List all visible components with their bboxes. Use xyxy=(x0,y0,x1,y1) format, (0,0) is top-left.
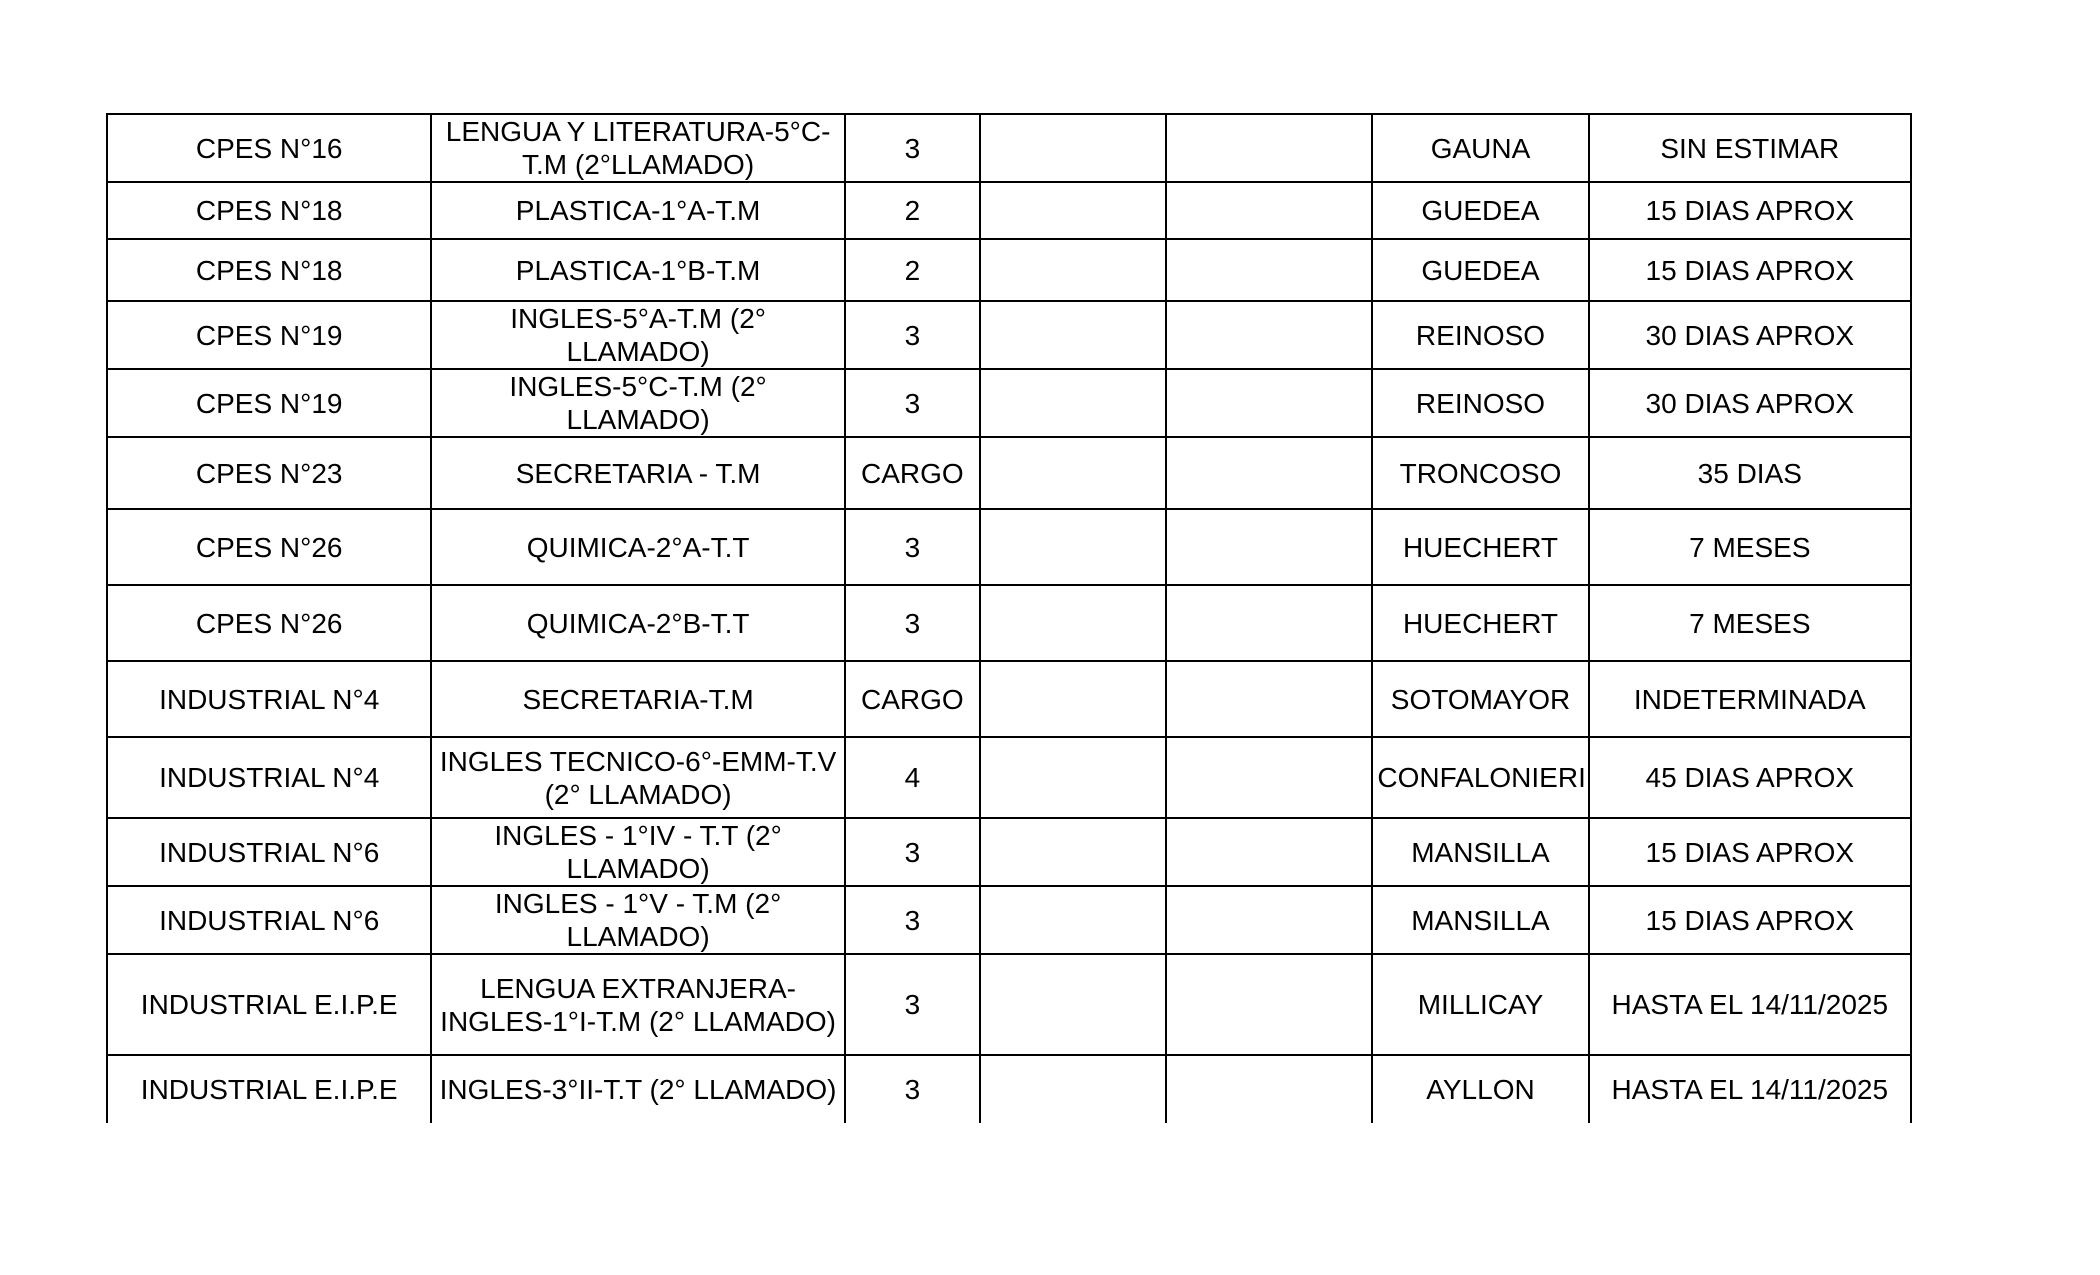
cell-empty xyxy=(980,301,1166,369)
cell-empty xyxy=(980,954,1166,1055)
cell-subject: PLASTICA-1°B-T.M xyxy=(431,239,844,301)
cell-subject: PLASTICA-1°A-T.M xyxy=(431,182,844,239)
cell-hours: 3 xyxy=(845,886,980,954)
cell-hours: 2 xyxy=(845,239,980,301)
cell-duration: 15 DIAS APROX xyxy=(1589,239,1911,301)
table-row xyxy=(107,437,1911,509)
cell-duration: 45 DIAS APROX xyxy=(1589,737,1911,818)
cell-empty xyxy=(980,509,1166,585)
cell-subject: INGLES-5°C-T.M (2° LLAMADO) xyxy=(431,369,844,437)
cell-school: INDUSTRIAL E.I.P.E xyxy=(107,954,431,1055)
table-row xyxy=(107,1055,1911,1123)
cell-empty xyxy=(1166,585,1372,661)
cell-hours: 3 xyxy=(845,114,980,182)
cell-hours: 4 xyxy=(845,737,980,818)
cell-duration: 35 DIAS xyxy=(1589,437,1911,509)
cell-duration: HASTA EL 14/11/2025 xyxy=(1589,954,1911,1055)
cell-school: CPES N°19 xyxy=(107,369,431,437)
cell-hours: 2 xyxy=(845,182,980,239)
cell-school: CPES N°26 xyxy=(107,585,431,661)
cell-empty xyxy=(1166,437,1372,509)
vacancies-table xyxy=(106,113,1912,1123)
cell-hours: 3 xyxy=(845,301,980,369)
cell-duration: HASTA EL 14/11/2025 xyxy=(1589,1055,1911,1123)
cell-empty xyxy=(980,886,1166,954)
cell-school: INDUSTRIAL N°6 xyxy=(107,818,431,886)
cell-teacher: REINOSO xyxy=(1372,369,1588,437)
cell-teacher: HUECHERT xyxy=(1372,585,1588,661)
cell-empty xyxy=(1166,661,1372,737)
cell-empty xyxy=(980,585,1166,661)
cell-hours: 3 xyxy=(845,1055,980,1123)
cell-empty xyxy=(980,114,1166,182)
cell-teacher: GUEDEA xyxy=(1372,239,1588,301)
cell-duration: 15 DIAS APROX xyxy=(1589,182,1911,239)
table-row xyxy=(107,737,1911,818)
cell-teacher: MILLICAY xyxy=(1372,954,1588,1055)
cell-empty xyxy=(1166,114,1372,182)
cell-teacher: HUECHERT xyxy=(1372,509,1588,585)
cell-subject: SECRETARIA - T.M xyxy=(431,437,844,509)
cell-teacher: GUEDEA xyxy=(1372,182,1588,239)
cell-duration: 7 MESES xyxy=(1589,585,1911,661)
cell-hours: 3 xyxy=(845,369,980,437)
cell-hours: 3 xyxy=(845,954,980,1055)
table-row xyxy=(107,954,1911,1055)
cell-hours: 3 xyxy=(845,818,980,886)
cell-subject: QUIMICA-2°B-T.T xyxy=(431,585,844,661)
cell-teacher: CONFALONIERI xyxy=(1372,737,1588,818)
table-row xyxy=(107,818,1911,886)
cell-school: INDUSTRIAL N°6 xyxy=(107,886,431,954)
cell-subject: LENGUA Y LITERATURA-5°C-T.M (2°LLAMADO) xyxy=(431,114,844,182)
table-row xyxy=(107,886,1911,954)
cell-school: INDUSTRIAL N°4 xyxy=(107,737,431,818)
cell-empty xyxy=(980,737,1166,818)
cell-teacher: SOTOMAYOR xyxy=(1372,661,1588,737)
cell-subject: QUIMICA-2°A-T.T xyxy=(431,509,844,585)
cell-hours: 3 xyxy=(845,509,980,585)
table-row xyxy=(107,369,1911,437)
table-row xyxy=(107,114,1911,182)
cell-school: CPES N°18 xyxy=(107,239,431,301)
cell-empty xyxy=(1166,509,1372,585)
cell-empty xyxy=(980,818,1166,886)
table-row xyxy=(107,239,1911,301)
cell-teacher: AYLLON xyxy=(1372,1055,1588,1123)
cell-school: CPES N°18 xyxy=(107,182,431,239)
cell-empty xyxy=(1166,886,1372,954)
cell-school: INDUSTRIAL N°4 xyxy=(107,661,431,737)
cell-subject: INGLES-3°II-T.T (2° LLAMADO) xyxy=(431,1055,844,1123)
cell-empty xyxy=(980,239,1166,301)
cell-school: CPES N°26 xyxy=(107,509,431,585)
cell-duration: 30 DIAS APROX xyxy=(1589,369,1911,437)
cell-school: CPES N°19 xyxy=(107,301,431,369)
cell-school: CPES N°16 xyxy=(107,114,431,182)
cell-teacher: REINOSO xyxy=(1372,301,1588,369)
cell-subject: INGLES TECNICO-6°-EMM-T.V (2° LLAMADO) xyxy=(431,737,844,818)
cell-empty xyxy=(1166,239,1372,301)
table-row xyxy=(107,509,1911,585)
table-row xyxy=(107,661,1911,737)
cell-hours: CARGO xyxy=(845,437,980,509)
cell-teacher: MANSILLA xyxy=(1372,886,1588,954)
cell-duration: 15 DIAS APROX xyxy=(1589,818,1911,886)
cell-teacher: MANSILLA xyxy=(1372,818,1588,886)
cell-hours: CARGO xyxy=(845,661,980,737)
cell-empty xyxy=(1166,182,1372,239)
cell-teacher: TRONCOSO xyxy=(1372,437,1588,509)
cell-empty xyxy=(1166,301,1372,369)
cell-empty xyxy=(980,1055,1166,1123)
cell-duration: SIN ESTIMAR xyxy=(1589,114,1911,182)
cell-empty xyxy=(1166,954,1372,1055)
cell-empty xyxy=(980,182,1166,239)
cell-school: CPES N°23 xyxy=(107,437,431,509)
cell-duration: INDETERMINADA xyxy=(1589,661,1911,737)
table-body xyxy=(107,114,1911,1123)
cell-subject: INGLES-5°A-T.M (2° LLAMADO) xyxy=(431,301,844,369)
cell-subject: SECRETARIA-T.M xyxy=(431,661,844,737)
cell-empty xyxy=(1166,1055,1372,1123)
table-row xyxy=(107,182,1911,239)
cell-empty xyxy=(980,369,1166,437)
cell-subject: LENGUA EXTRANJERA-INGLES-1°I-T.M (2° LLAMADO) xyxy=(431,954,844,1055)
cell-empty xyxy=(1166,737,1372,818)
cell-subject: INGLES - 1°IV - T.T (2° LLAMADO) xyxy=(431,818,844,886)
cell-school: INDUSTRIAL E.I.P.E xyxy=(107,1055,431,1123)
table-row xyxy=(107,301,1911,369)
cell-hours: 3 xyxy=(845,585,980,661)
table-row xyxy=(107,585,1911,661)
cell-empty xyxy=(1166,369,1372,437)
cell-subject: INGLES - 1°V - T.M (2° LLAMADO) xyxy=(431,886,844,954)
cell-empty xyxy=(980,437,1166,509)
cell-duration: 15 DIAS APROX xyxy=(1589,886,1911,954)
cell-teacher: GAUNA xyxy=(1372,114,1588,182)
cell-duration: 7 MESES xyxy=(1589,509,1911,585)
cell-empty xyxy=(980,661,1166,737)
cell-duration: 30 DIAS APROX xyxy=(1589,301,1911,369)
cell-empty xyxy=(1166,818,1372,886)
